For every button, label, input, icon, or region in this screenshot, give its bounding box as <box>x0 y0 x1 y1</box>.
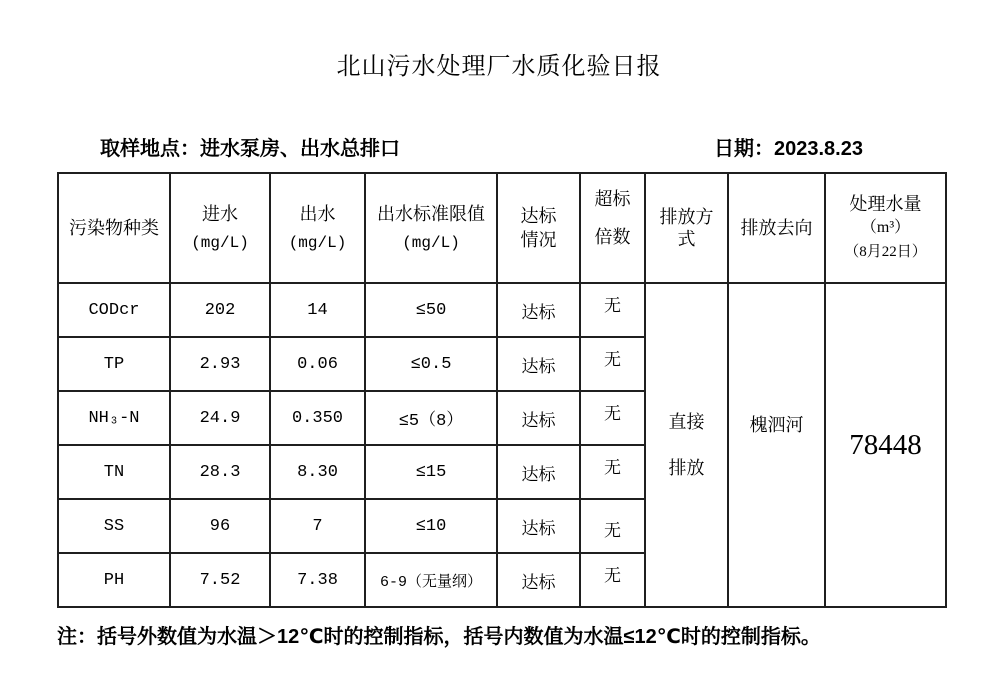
col-header-method <box>645 173 728 283</box>
header-text: 式 <box>677 229 696 249</box>
report-date-label: 日期：2023.8.23 <box>714 138 863 160</box>
header-unit: （m³） <box>860 219 911 236</box>
col-header-pollutant <box>58 173 170 283</box>
header-text: 达标 <box>520 206 557 226</box>
water-quality-table <box>57 172 947 608</box>
page-title: 北山污水处理厂水质化验日报 <box>336 54 662 80</box>
discharge-destination-cell <box>728 283 825 607</box>
compliance-status: 达标 <box>497 391 580 445</box>
exceed-text: 无 <box>604 349 621 369</box>
exceed-value <box>580 337 645 391</box>
header-text: 出水 <box>299 204 336 224</box>
limit-value: ≤50 <box>365 283 497 337</box>
header-text: 污染物种类 <box>69 218 159 238</box>
treated-volume-value: 78448 <box>849 428 922 461</box>
header-text: 倍数 <box>594 227 631 247</box>
col-header-destination <box>728 173 825 283</box>
header-text: 处理水量 <box>849 194 922 214</box>
discharge-destination-text: 槐泗河 <box>749 415 804 435</box>
col-header-volume <box>825 173 946 283</box>
compliance-status: 达标 <box>497 283 580 337</box>
exceed-value <box>580 283 645 337</box>
col-header-exceed <box>580 173 645 283</box>
header-text: 出水标准限值 <box>377 204 485 224</box>
discharge-method-text: 排放 <box>668 458 705 478</box>
effluent-value: 0.06 <box>270 337 365 391</box>
exceed-value <box>580 445 645 499</box>
col-header-influent <box>170 173 270 283</box>
header-unit: (mg/L) <box>288 234 347 252</box>
influent-value: 202 <box>170 283 270 337</box>
influent-value: 7.52 <box>170 553 270 607</box>
effluent-value: 8.30 <box>270 445 365 499</box>
effluent-value: 14 <box>270 283 365 337</box>
header-text: 情况 <box>520 230 557 250</box>
exceed-text: 无 <box>604 457 621 477</box>
effluent-value: 7.38 <box>270 553 365 607</box>
meta-row <box>0 132 998 162</box>
influent-value: 28.3 <box>170 445 270 499</box>
exceed-value <box>580 391 645 445</box>
exceed-text: 无 <box>604 403 621 423</box>
header-row <box>58 173 946 283</box>
pollutant-name: NH₃-N <box>58 391 170 445</box>
exceed-text: 无 <box>604 520 621 540</box>
header-text: 进水 <box>202 204 238 224</box>
limit-value: ≤5（8） <box>365 391 497 445</box>
influent-value: 2.93 <box>170 337 270 391</box>
col-header-compliance <box>497 173 580 283</box>
exceed-text: 无 <box>604 295 621 315</box>
discharge-method-cell <box>645 283 728 607</box>
compliance-status: 达标 <box>497 337 580 391</box>
exceed-text: 无 <box>604 565 621 585</box>
limit-value: ≤0.5 <box>365 337 497 391</box>
influent-value: 24.9 <box>170 391 270 445</box>
exceed-value <box>580 553 645 607</box>
footnote: 注：括号外数值为水温＞12℃时的控制指标，括号内数值为水温≤12℃时的控制指标。 <box>57 626 821 648</box>
limit-value: ≤10 <box>365 499 497 553</box>
table-row-codcr <box>58 283 946 337</box>
header-unit: (mg/L) <box>402 234 460 252</box>
pollutant-name: TN <box>58 445 170 499</box>
header-unit: (mg/L) <box>191 234 249 252</box>
col-header-effluent <box>270 173 365 283</box>
discharge-method-text: 直接 <box>668 412 705 432</box>
compliance-status: 达标 <box>497 553 580 607</box>
header-date: （8月22日） <box>844 244 927 260</box>
compliance-status: 达标 <box>497 499 580 553</box>
compliance-status: 达标 <box>497 445 580 499</box>
pollutant-name: CODcr <box>58 283 170 337</box>
header-text: 排放方 <box>659 207 714 227</box>
col-header-limit <box>365 173 497 283</box>
effluent-value: 7 <box>270 499 365 553</box>
exceed-value <box>580 499 645 553</box>
pollutant-name: TP <box>58 337 170 391</box>
sampling-location-label: 取样地点：进水泵房、出水总排口 <box>100 138 400 160</box>
pollutant-name: PH <box>58 553 170 607</box>
pollutant-name: SS <box>58 499 170 553</box>
effluent-value: 0.350 <box>270 391 365 445</box>
header-text: 排放去向 <box>740 218 813 238</box>
limit-value: 6-9（无量纲） <box>365 553 497 607</box>
treated-volume-cell <box>825 283 946 607</box>
header-text: 超标 <box>594 189 631 209</box>
influent-value: 96 <box>170 499 270 553</box>
limit-value: ≤15 <box>365 445 497 499</box>
